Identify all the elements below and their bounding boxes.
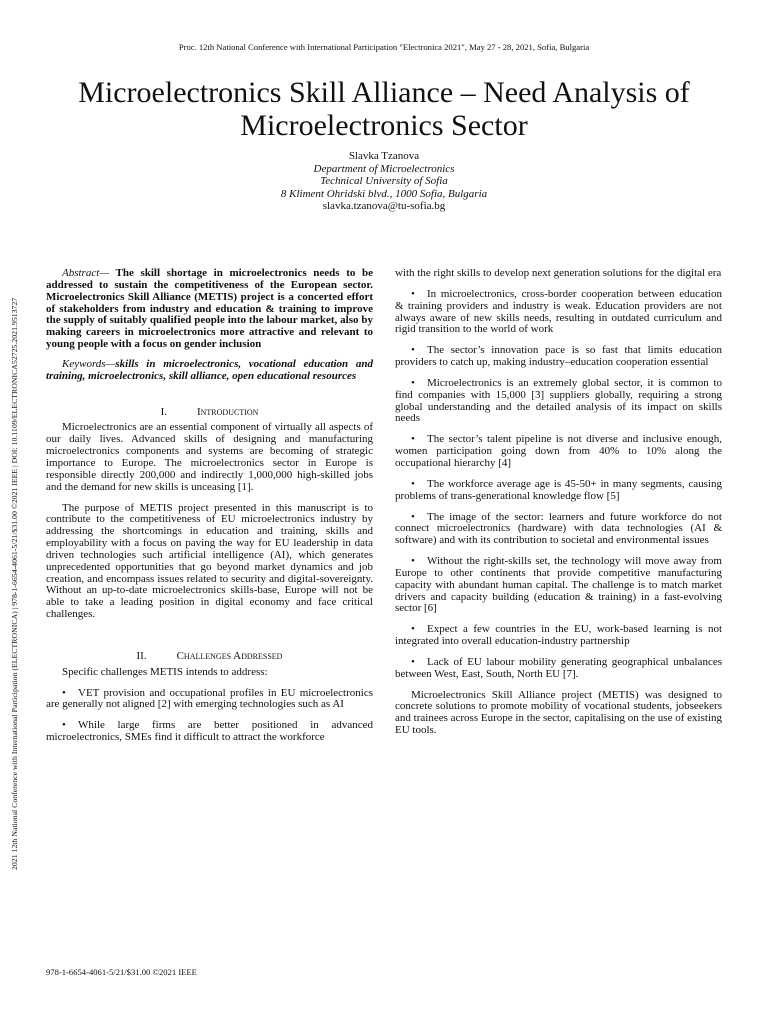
bullet-marker: •: [411, 376, 415, 389]
paragraph: Microelectronics are an essential component of virtually all aspects of our daily lives. Advanced skills of designing and manufacturing microelectronics components and systems are becoming of strategic importance to Europe. The microelectronics sector in Europe is responsible directly 200,000 and indirectly 1,000,000 high-skilled jobs and the demand for new skills is unceasing [1].: [46, 421, 373, 493]
bullet-item: [395, 289, 722, 336]
bullet-item: [395, 378, 722, 425]
author-name: Slavka Tzanova: [348, 150, 420, 162]
paragraph: The purpose of METIS project presented in this manuscript is to contribute to the competitiveness of EU microelectronics industry by addressing the shortcomings in education and training, skills and employability with a focus on paving the way for EU leadership in data driven technologies such artificial intelligence (AI), which generates unprecedented opportunities that go beyond market dynamics and job creation, and encompass issues related to security and digital-sovereignty. Without an up-to-date microelectronics skills-base, Europe will not be able to take a leading position in digital economy and face critical challenges.: [46, 501, 373, 621]
bullet-item: [395, 556, 722, 615]
bullet-text: Microelectronics is an extremely global sector, it is common to find companies with 15,000 [3] suppliers globally, requiring a strong global understanding and the detailed analysis of its impact on skills needs: [395, 376, 722, 425]
abstract-label: Abstract—: [62, 267, 110, 279]
bullet-item: [395, 512, 722, 548]
section-number: II.: [136, 649, 147, 662]
keywords-label: Keywords—: [62, 357, 116, 370]
bullet-marker: •: [62, 686, 66, 699]
author-block: [0, 150, 768, 213]
section-heading-introduction: [46, 407, 373, 419]
paragraph: Specific challenges METIS intends to address:: [62, 665, 268, 678]
paragraph: Microelectronics Skill Alliance project (METIS) was designed to concrete solutions to promote mobility of vocational students, jobseekers and trainees across Europe in the sector, capitalising on the use of existing EU tools.: [395, 688, 722, 737]
bullet-marker: •: [411, 477, 415, 490]
bullet-text: While large firms are better positioned in advanced microelectronics, SMEs find it difficult to attract the workforce: [46, 719, 373, 744]
section-heading-challenges: [46, 651, 373, 663]
section-name: Challenges Addressed: [176, 649, 283, 662]
bullet-item: [46, 688, 373, 712]
bullet-text: Lack of EU labour mobility generating geographical unbalances between West, East, South, North EU [7].: [395, 655, 722, 680]
author-university: Technical University of Sofia: [320, 175, 448, 187]
bullet-text: Without the right-skills set, the technology will move away from Europe to other continents that provide competitive manufacturing capacity with abundant human capital. The challenge is to match market drivers and capacity building (education & training) in a fast-evolving sector [6]: [395, 555, 722, 615]
bullet-text: In microelectronics, cross-border cooperation between education & training providers and industry is weak. Education providers are not always aware of new skills needs, resulting in outdated curriculum and rigid transition to the world of work: [395, 287, 722, 336]
bullet-text: The image of the sector: learners and future workforce do not connect microelectronics (hardware) with data technologies (AI & software) and with its contribution to societal and environmental issues: [395, 510, 722, 547]
bullet-marker: •: [411, 655, 415, 668]
keywords: [46, 359, 373, 383]
bullet-text: VET provision and occupational profiles in EU microelectronics are generally not aligned [2] with emerging technologies such as AI: [46, 686, 373, 711]
author-department: Department of Microelectronics: [313, 162, 455, 175]
bullet-item: [395, 624, 722, 648]
author-address: 8 Kliment Ohridski blvd., 1000 Sofia, Bulgaria: [280, 187, 488, 200]
right-column: [395, 268, 722, 737]
bullet-item: [395, 434, 722, 470]
bullet-item: [46, 720, 373, 744]
left-column: [46, 268, 373, 744]
bullet-marker: •: [411, 510, 415, 523]
abstract: [46, 268, 373, 351]
bullet-text: The sector’s innovation pace is so fast that limits education providers to catch up, making industry–education cooperation essential: [395, 344, 722, 369]
paper-title: Microelectronics Skill Alliance – Need Analysis of Microelectronics Sector: [78, 76, 690, 142]
section-name: Introduction: [196, 405, 259, 418]
bullet-text: The workforce average age is 45-50+ in many segments, causing problems of trans-generational knowledge flow [5]: [395, 477, 722, 502]
conference-header: Proc. 12th National Conference with International Participation "Electronica 2021", May 27 - 28, 2021, Sofia, Bulgaria: [178, 42, 590, 52]
side-doi-note: 2021 12th National Conference with International Participation (ELECTRONICA) | 978-1-6654-4061-5/21/$31.00 ©2021 IEEE | DOI: 10.1109/ELECTRONICA52725.2021.9513727: [10, 297, 19, 870]
bullet-text: Expect a few countries in the EU, work-based learning is not integrated into overall education-industry partnership: [395, 623, 722, 648]
keywords-text: skills in microelectronics, vocational education and training, microelectronics, skill alliance, open educational resources: [46, 357, 373, 382]
bullet-marker: •: [411, 555, 415, 568]
bullet-marker: •: [411, 623, 415, 636]
author-email[interactable]: slavka.tzanova@tu-sofia.bg: [322, 200, 446, 212]
bullet-marker: •: [62, 719, 66, 732]
bullet-item: [395, 657, 722, 681]
bullet-marker: •: [411, 433, 415, 446]
abstract-text: The skill shortage in microelectronics needs to be addressed to sustain the competitiveness of the European sector. Microelectronics Skill Alliance (METIS) project is a concerted effort of stakeholders from industry and education & training to improve the supply of suitably qualified people into the labour market, also by making careers in microelectronics more attractive and relevant to young people with a focus on gender inclusion: [46, 267, 373, 351]
section-number: I.: [160, 405, 167, 418]
bullet-item: [395, 479, 722, 503]
copyright-footer: 978-1-6654-4061-5/21/$31.00 ©2021 IEEE: [46, 967, 197, 977]
bullet-marker: •: [411, 287, 415, 300]
bullet-item: [395, 345, 722, 369]
paragraph-continuation: with the right skills to develop next generation solutions for the digital era: [395, 267, 722, 279]
bullet-marker: •: [411, 344, 415, 357]
bullet-text: The sector’s talent pipeline is not diverse and inclusive enough, women participation going down from 40% to 10% along the occupational hierarchy [4]: [395, 433, 722, 469]
